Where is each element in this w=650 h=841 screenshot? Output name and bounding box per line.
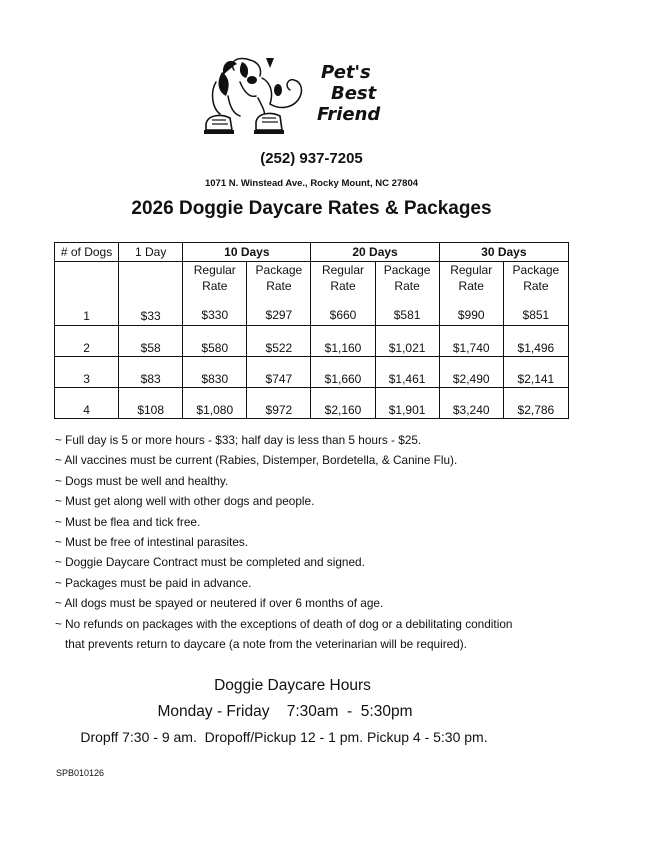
hours-detail: Dropff 7:30 - 9 am. Dropoff/Pickup 12 - 1 pm. Pickup 4 - 5:30 pm. bbox=[80, 729, 488, 745]
table-row bbox=[55, 357, 569, 388]
list-item: ~ All vaccines must be current (Rabies, Distemper, Bordetella, & Canine Flu). bbox=[55, 453, 458, 468]
group-header-20-days: 20 Days bbox=[311, 243, 439, 262]
regular-rate-label: Regular Rate bbox=[193, 263, 236, 293]
cell-1day: $108 bbox=[119, 388, 183, 419]
cell-package-30: $1,496 bbox=[503, 326, 568, 357]
list-item: ~ Must be free of intestinal parasites. bbox=[55, 535, 249, 550]
logo-wordmark bbox=[313, 62, 408, 125]
list-item: ~ Must get along well with other dogs and people. bbox=[55, 494, 315, 509]
cell-regular-10: $830 bbox=[183, 357, 247, 388]
cell-package-10: $747 bbox=[247, 357, 311, 388]
address: 1071 N. Winstead Ave., Rocky Mount, NC 27804 bbox=[204, 178, 419, 189]
logo-line-2: Best bbox=[331, 83, 377, 104]
cell-package-10: $522 bbox=[247, 326, 311, 357]
cell-package-10 bbox=[247, 262, 311, 326]
cell-value: $990 bbox=[457, 308, 485, 322]
list-item-continuation: that prevents return to daycare (a note from the veterinarian will be required). bbox=[65, 637, 467, 652]
hours-title: Doggie Daycare Hours bbox=[214, 677, 371, 694]
regular-rate-label: Regular Rate bbox=[321, 263, 364, 293]
cell-value: $581 bbox=[393, 308, 421, 322]
cell-regular-20: $2,160 bbox=[311, 388, 375, 419]
col-header-1day: 1 Day bbox=[119, 243, 183, 262]
list-item: ~ All dogs must be spayed or neutered if over 6 months of age. bbox=[55, 596, 384, 611]
cell-package-20: $1,021 bbox=[375, 326, 439, 357]
cell-regular-30: $2,490 bbox=[439, 357, 503, 388]
document-code: SPB010126 bbox=[56, 768, 105, 778]
phone-number: (252) 937-7205 bbox=[260, 150, 363, 167]
list-item: ~ No refunds on packages with the exceptions of death of dog or a debilitating condition bbox=[55, 616, 513, 631]
cell-value: $660 bbox=[329, 308, 357, 322]
table-header-row bbox=[55, 243, 569, 262]
col-header-dogs: # of Dogs bbox=[55, 243, 119, 262]
table-row bbox=[55, 388, 569, 419]
table-row bbox=[55, 326, 569, 357]
cell-value: $851 bbox=[522, 308, 550, 322]
cell-dogs: 1 bbox=[55, 262, 119, 326]
list-item: ~ Dogs must be well and healthy. bbox=[55, 473, 229, 488]
cell-package-10: $972 bbox=[247, 388, 311, 419]
cell-regular-10 bbox=[183, 262, 247, 326]
table-row bbox=[55, 262, 569, 326]
list-item: ~ Packages must be paid in advance. bbox=[55, 575, 252, 590]
cell-regular-20 bbox=[311, 262, 375, 326]
package-rate-label: Package Rate bbox=[383, 263, 431, 293]
cell-package-30: $2,786 bbox=[503, 388, 568, 419]
cell-package-20 bbox=[375, 262, 439, 326]
cell-package-20: $1,461 bbox=[375, 357, 439, 388]
hours-days: Monday - Friday 7:30am - 5:30pm bbox=[157, 703, 413, 720]
list-item: ~ Doggie Daycare Contract must be completed and signed. bbox=[55, 555, 365, 570]
cell-1day: $33 bbox=[119, 262, 183, 326]
logo-line-3: Friend bbox=[317, 104, 381, 125]
regular-rate-label: Regular Rate bbox=[450, 263, 493, 293]
cell-package-30 bbox=[503, 262, 568, 326]
package-rate-label: Package Rate bbox=[512, 263, 560, 293]
list-item: ~ Full day is 5 or more hours - $33; half day is less than 5 hours - $25. bbox=[55, 433, 422, 447]
cell-regular-30: $1,740 bbox=[439, 326, 503, 357]
requirements-list bbox=[55, 430, 615, 654]
cartoon-dog-with-boots-icon bbox=[200, 52, 312, 142]
cell-package-30: $2,141 bbox=[503, 357, 568, 388]
cell-regular-20: $1,160 bbox=[311, 326, 375, 357]
cell-1day: $83 bbox=[119, 357, 183, 388]
package-rate-label: Package Rate bbox=[255, 263, 303, 293]
page-title: 2026 Doggie Daycare Rates & Packages bbox=[131, 198, 492, 219]
group-header-30-days: 30 Days bbox=[439, 243, 568, 262]
cell-regular-20: $1,660 bbox=[311, 357, 375, 388]
cell-value: $297 bbox=[265, 308, 293, 322]
cell-regular-30: $3,240 bbox=[439, 388, 503, 419]
list-item: ~ Must be flea and tick free. bbox=[55, 514, 201, 529]
cell-package-20: $1,901 bbox=[375, 388, 439, 419]
rates-table bbox=[54, 242, 569, 419]
group-header-10-days: 10 Days bbox=[183, 243, 311, 262]
cell-dogs: 4 bbox=[55, 388, 119, 419]
logo bbox=[200, 52, 405, 142]
cell-value: $330 bbox=[201, 308, 229, 322]
cell-dogs: 3 bbox=[55, 357, 119, 388]
cell-regular-10: $580 bbox=[183, 326, 247, 357]
cell-1day: $58 bbox=[119, 326, 183, 357]
logo-line-1: Pet's bbox=[321, 62, 371, 83]
cell-regular-30 bbox=[439, 262, 503, 326]
cell-regular-10: $1,080 bbox=[183, 388, 247, 419]
cell-dogs: 2 bbox=[55, 326, 119, 357]
